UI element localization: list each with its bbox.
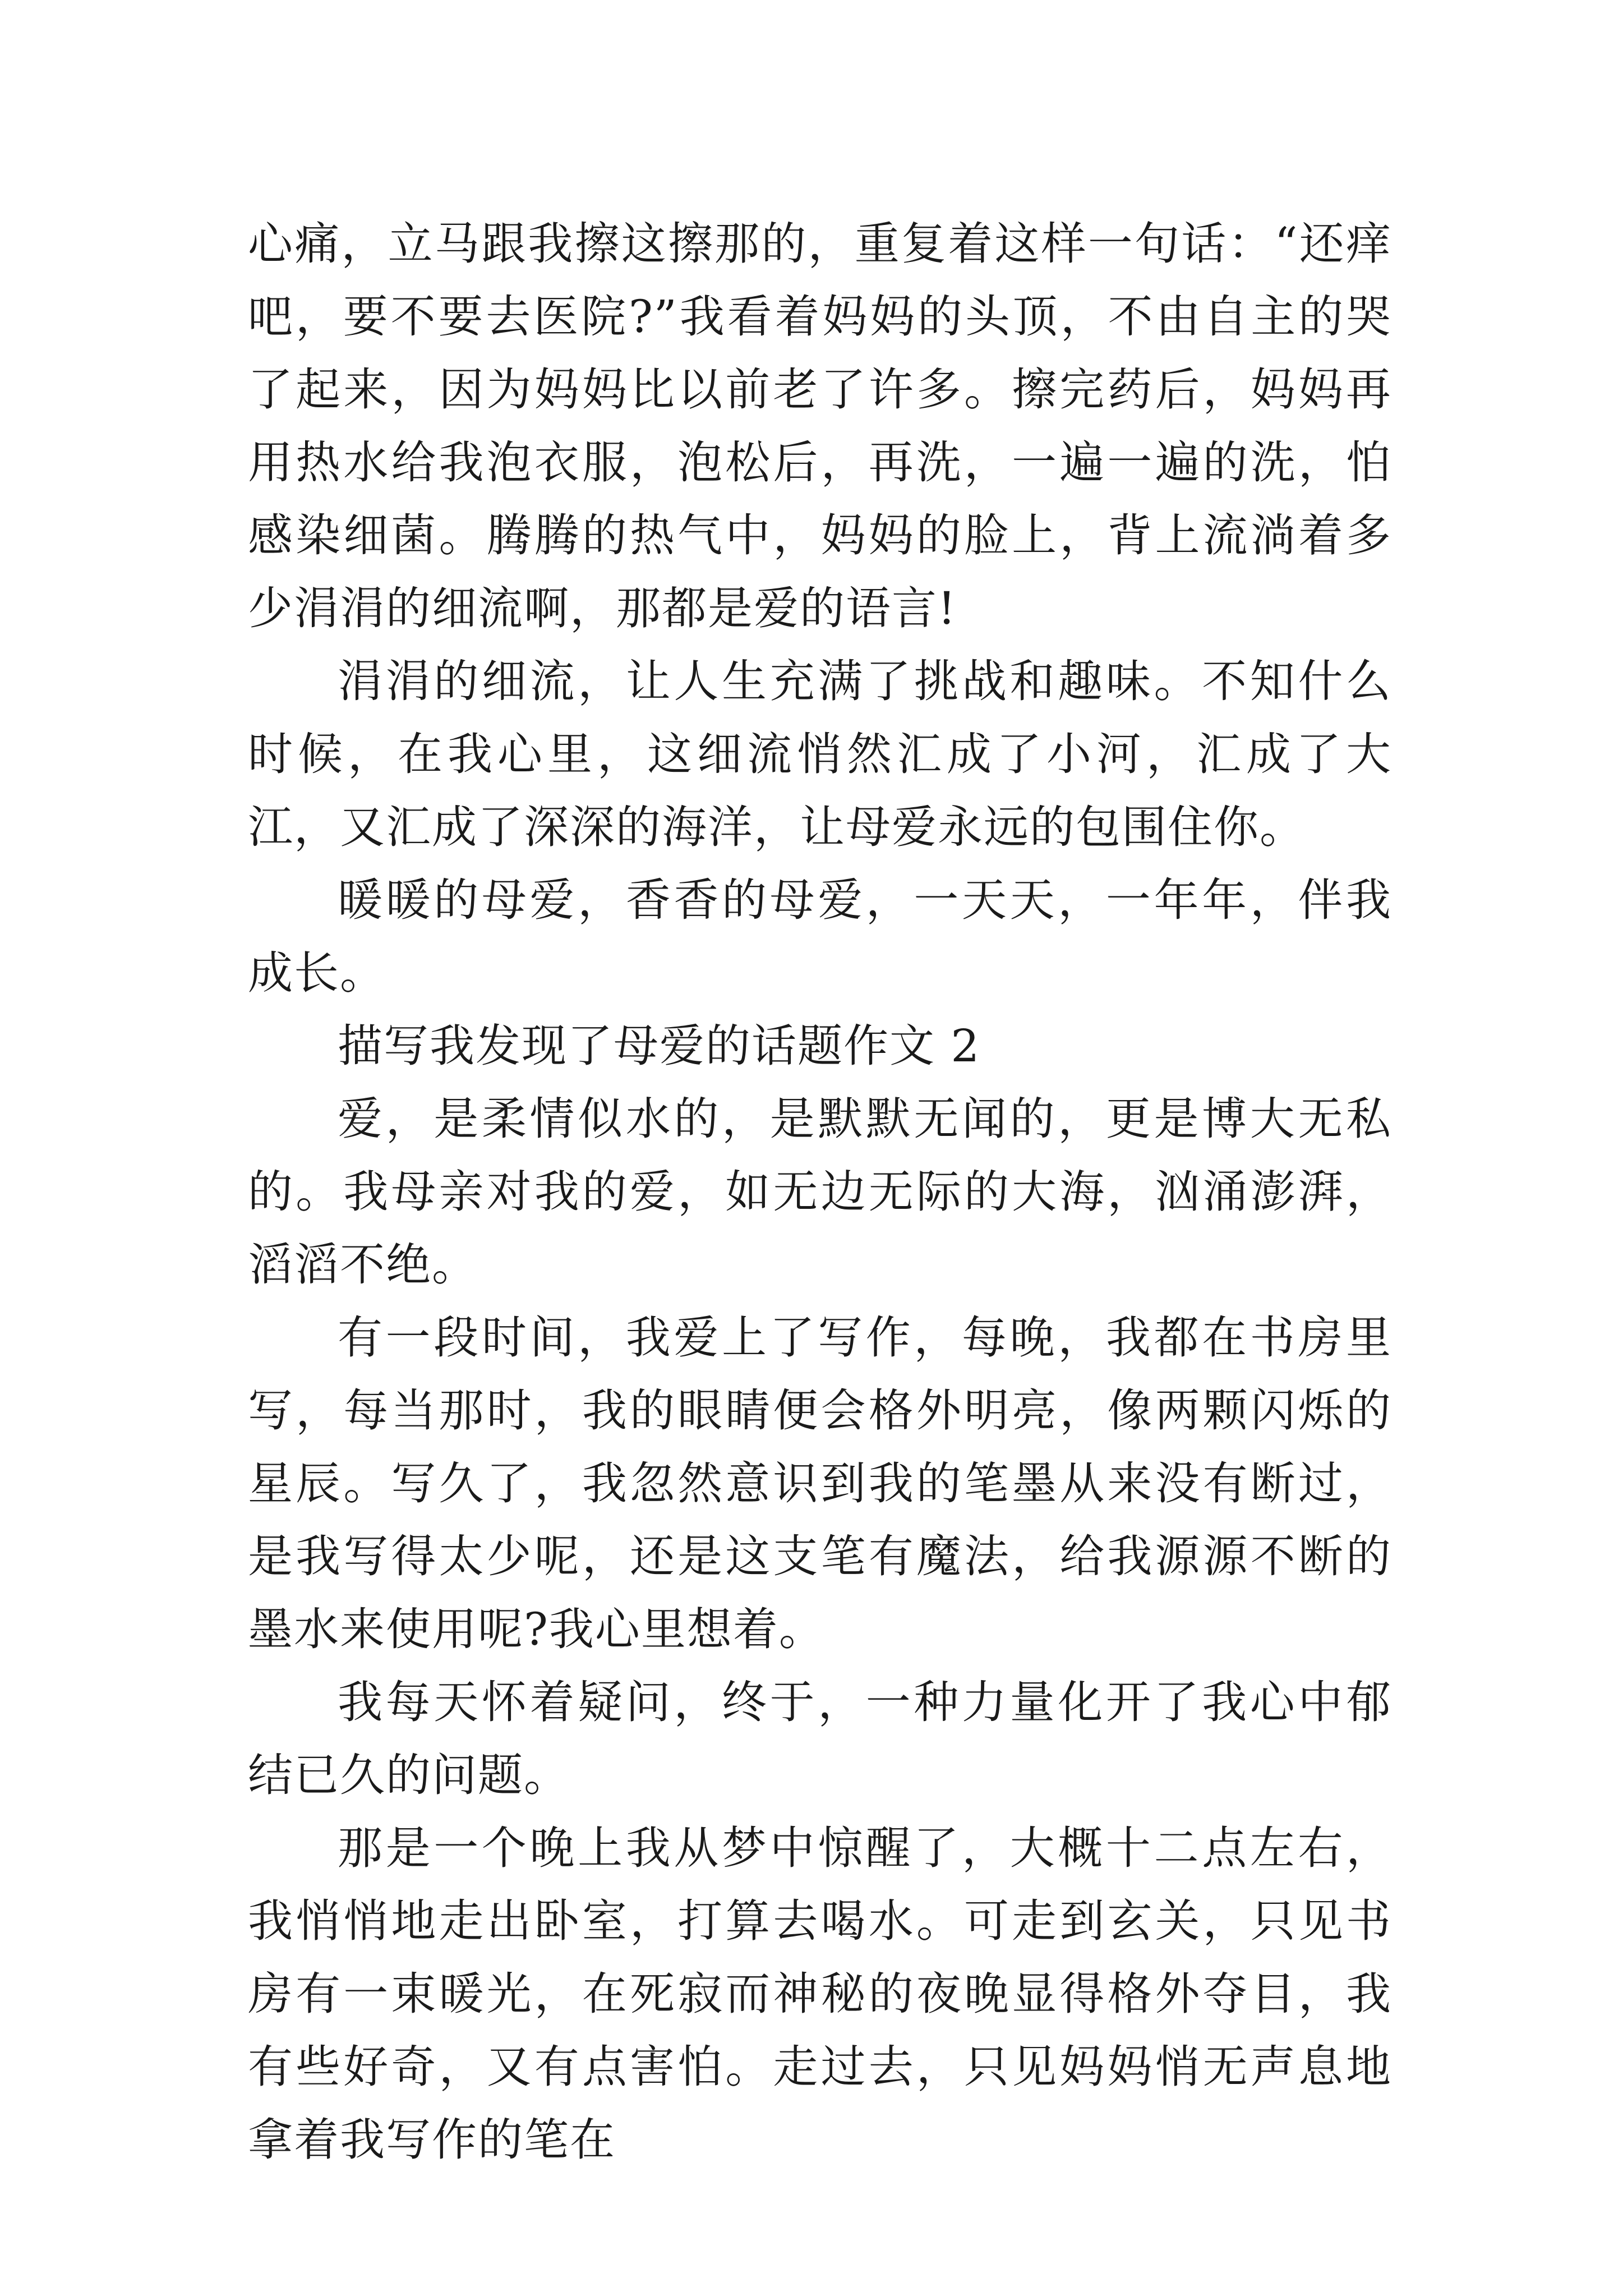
paragraph: 我每天怀着疑问，终于，一种力量化开了我心中郁结已久的问题。 <box>248 1676 1392 1801</box>
paragraph: 那是一个晚上我从梦中惊醒了，大概十二点左右，我悄悄地走出卧室，打算去喝水。可走到玄关，只见书房有一束暖光，在死寂而神秘的夜晚显得格外夺目，我有些好奇，又有点害怕。走过去，只见妈妈悄无声息地拿着我写作的笔在 <box>248 1822 1392 2166</box>
document-body <box>248 208 1392 2177</box>
paragraph: 爱，是柔情似水的，是默默无闻的，更是博大无私的。我母亲对我的爱，如无边无际的大海，汹涌澎湃，滔滔不绝。 <box>248 1093 1392 1291</box>
paragraph: 心痛，立马跟我擦这擦那的，重复着这样一句话：“还痒吧，要不要去医院?”我看着妈妈的头顶，不由自主的哭了起来，因为妈妈比以前老了许多。擦完药后，妈妈再用热水给我泡衣服，泡松后，再洗，一遍一遍的洗，怕感染细菌。腾腾的热气中，妈妈的脸上，背上流淌着多少涓涓的细流啊，那都是爱的语言! <box>248 218 1392 634</box>
paragraph: 有一段时间，我爱上了写作，每晚，我都在书房里写，每当那时，我的眼睛便会格外明亮，像两颗闪烁的星辰。写久了，我忽然意识到我的笔墨从来没有断过，是我写得太少呢，还是这支笔有魔法，给我源源不断的墨水来使用呢?我心里想着。 <box>248 1312 1392 1655</box>
paragraph: 涓涓的细流，让人生充满了挑战和趣味。不知什么时候，在我心里，这细流悄然汇成了小河，汇成了大江，又汇成了深深的海洋，让母爱永远的包围住你。 <box>248 655 1392 853</box>
section-heading: 描写我发现了母爱的话题作文 2 <box>338 1020 981 1072</box>
paragraph: 暖暖的母爱，香香的母爱，一天天，一年年，伴我成长。 <box>248 874 1392 999</box>
